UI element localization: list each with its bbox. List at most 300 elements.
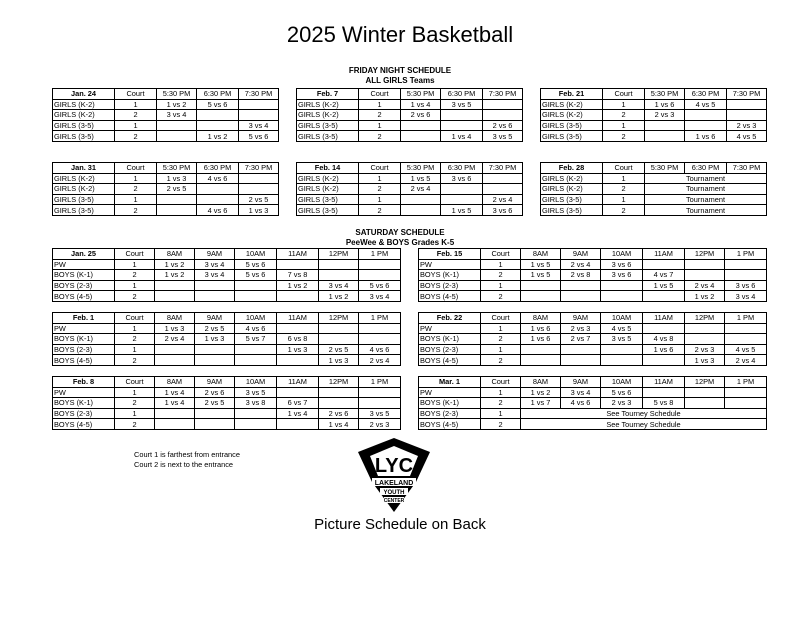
matchup-cell: 3 vs 5 (359, 408, 401, 419)
matchup-cell: 3 vs 5 (441, 99, 483, 110)
matchup-cell (685, 398, 725, 409)
matchup-cell: 1 vs 4 (441, 131, 483, 142)
table-header-row (541, 89, 767, 100)
matchup-cell (685, 387, 725, 398)
matchup-cell (235, 355, 277, 366)
matchup-cell (359, 387, 401, 398)
matchup-cell: 2 vs 7 (561, 334, 601, 345)
matchup-cell: 2 vs 6 (195, 387, 235, 398)
division-cell: GIRLS (K-2) (53, 99, 115, 110)
court-cell: 1 (603, 173, 645, 184)
matchup-cell (441, 110, 483, 121)
matchup-cell (685, 110, 727, 121)
table-header-row (53, 163, 279, 174)
column-header: 8AM (155, 313, 195, 324)
matchup-cell: 5 vs 6 (359, 280, 401, 291)
matchup-cell: 3 vs 6 (483, 205, 523, 216)
table-row (541, 110, 767, 121)
matchup-cell (401, 131, 441, 142)
division-cell: BOYS (4-5) (53, 291, 115, 302)
division-cell: BOYS (4-5) (53, 419, 115, 430)
table-row (53, 419, 401, 430)
matchup-cell: 5 vs 6 (197, 99, 239, 110)
court-cell: 1 (115, 259, 155, 270)
matchup-cell: 2 vs 5 (195, 398, 235, 409)
matchup-cell (319, 270, 359, 281)
division-cell: BOYS (2-3) (53, 280, 115, 291)
column-header: Court (115, 249, 155, 260)
friday-subheading: ALL GIRLS Teams (365, 76, 435, 85)
column-header: 1 PM (725, 377, 767, 388)
table-header-row (419, 377, 767, 388)
matchup-cell (319, 398, 359, 409)
division-cell: GIRLS (3-5) (541, 194, 603, 205)
matchup-cell: 1 vs 6 (645, 99, 685, 110)
matchup-cell (727, 99, 767, 110)
column-header: Court (115, 313, 155, 324)
table-row (53, 291, 401, 302)
feb-14-schedule-table (296, 162, 523, 216)
column-header: 6:30 PM (685, 89, 727, 100)
division-cell: GIRLS (K-2) (297, 184, 359, 195)
matchup-cell: 4 vs 8 (643, 334, 685, 345)
division-cell: BOYS (4-5) (419, 419, 481, 430)
matchup-cell (643, 323, 685, 334)
column-header: 11AM (277, 313, 319, 324)
column-header: Court (115, 163, 157, 174)
column-header: 7:30 PM (239, 89, 279, 100)
column-header: 12PM (319, 313, 359, 324)
court-cell: 1 (359, 99, 401, 110)
table-row (53, 387, 401, 398)
division-cell: GIRLS (K-2) (541, 173, 603, 184)
matchup-cell (521, 344, 561, 355)
matchup-cell (319, 323, 359, 334)
division-cell: BOYS (2-3) (419, 280, 481, 291)
column-header: 1 PM (359, 313, 401, 324)
matchup-cell: 1 vs 6 (521, 323, 561, 334)
matchup-cell: 3 vs 5 (601, 334, 643, 345)
span-note-cell: See Tourney Schedule (521, 408, 767, 419)
division-cell: GIRLS (3-5) (53, 131, 115, 142)
table-header-row (297, 163, 523, 174)
court-cell: 2 (603, 131, 645, 142)
matchup-cell: 3 vs 6 (601, 259, 643, 270)
matchup-cell: 1 vs 6 (643, 344, 685, 355)
column-header: 7:30 PM (727, 89, 767, 100)
court-cell: 1 (481, 280, 521, 291)
table-row (541, 194, 767, 205)
matchup-cell (239, 110, 279, 121)
matchup-cell (155, 344, 195, 355)
division-cell: PW (419, 259, 481, 270)
matchup-cell (195, 291, 235, 302)
matchup-cell: 2 vs 8 (561, 270, 601, 281)
division-cell: BOYS (4-5) (419, 291, 481, 302)
column-header: Court (359, 89, 401, 100)
table-row (419, 259, 767, 270)
court-cell: 1 (481, 344, 521, 355)
feb-7-schedule-table (296, 88, 523, 142)
table-row (53, 323, 401, 334)
column-header: 8AM (155, 377, 195, 388)
matchup-cell: 2 vs 5 (157, 184, 197, 195)
matchup-cell: 4 vs 6 (197, 205, 239, 216)
matchup-cell (239, 184, 279, 195)
matchup-cell: 2 vs 5 (239, 194, 279, 205)
table-row (541, 173, 767, 184)
matchup-cell: 2 vs 6 (401, 110, 441, 121)
matchup-cell: 1 vs 4 (319, 419, 359, 430)
matchup-cell: 1 vs 5 (521, 259, 561, 270)
column-header: 7:30 PM (483, 89, 523, 100)
table-row (541, 205, 767, 216)
matchup-cell: 2 vs 3 (601, 398, 643, 409)
division-cell: GIRLS (3-5) (297, 120, 359, 131)
matchup-cell (483, 110, 523, 121)
matchup-cell: 5 vs 8 (643, 398, 685, 409)
matchup-cell: 1 vs 2 (155, 270, 195, 281)
matchup-cell: 1 vs 2 (521, 387, 561, 398)
column-header: 1 PM (725, 313, 767, 324)
column-header: 9AM (195, 249, 235, 260)
logo-monogram: LYC (374, 455, 414, 477)
jan-24-schedule-table (52, 88, 279, 142)
column-header: Court (481, 313, 521, 324)
court-cell: 2 (481, 419, 521, 430)
court-cell: 2 (115, 131, 157, 142)
court-cell: 1 (603, 120, 645, 131)
matchup-cell: 1 vs 2 (157, 99, 197, 110)
table-row (53, 280, 401, 291)
table-row (53, 270, 401, 281)
jan-31-schedule-table (52, 162, 279, 216)
table-row (419, 408, 767, 419)
matchup-cell: 3 vs 4 (319, 280, 359, 291)
logo-word-1: LAKELAND (374, 480, 414, 487)
week-date: Jan. 24 (53, 89, 115, 100)
matchup-cell (197, 120, 239, 131)
table-header-row (53, 313, 401, 324)
matchup-cell: 3 vs 6 (601, 270, 643, 281)
matchup-cell (195, 280, 235, 291)
division-cell: BOYS (2-3) (53, 344, 115, 355)
matchup-cell: 2 vs 4 (155, 334, 195, 345)
matchup-cell: 6 vs 7 (277, 398, 319, 409)
matchup-cell (521, 291, 561, 302)
matchup-cell: 1 vs 3 (685, 355, 725, 366)
matchup-cell: 2 vs 3 (561, 323, 601, 334)
tournament-cell: Tournament (645, 184, 767, 195)
column-header: 6:30 PM (197, 89, 239, 100)
court-cell: 1 (115, 280, 155, 291)
matchup-cell (155, 419, 195, 430)
matchup-cell: 2 vs 4 (359, 355, 401, 366)
matchup-cell: 1 vs 5 (643, 280, 685, 291)
matchup-cell (239, 99, 279, 110)
court-cell: 2 (603, 205, 645, 216)
matchup-cell: 2 vs 6 (319, 408, 359, 419)
matchup-cell (195, 344, 235, 355)
division-cell: BOYS (K-1) (419, 270, 481, 281)
lakeland-youth-center-logo (352, 432, 436, 516)
court-cell: 2 (481, 398, 521, 409)
court-cell: 2 (115, 334, 155, 345)
court-cell: 2 (115, 205, 157, 216)
court-cell: 2 (481, 270, 521, 281)
court-cell: 2 (603, 110, 645, 121)
matchup-cell: 4 vs 5 (725, 344, 767, 355)
matchup-cell (725, 323, 767, 334)
matchup-cell: 1 vs 4 (155, 398, 195, 409)
division-cell: GIRLS (K-2) (541, 110, 603, 121)
court-cell: 2 (359, 205, 401, 216)
matchup-cell (521, 280, 561, 291)
matchup-cell: 1 vs 6 (685, 131, 727, 142)
matchup-cell: 3 vs 4 (561, 387, 601, 398)
matchup-cell (235, 291, 277, 302)
saturday-subheading: PeeWee & BOYS Grades K-5 (345, 238, 455, 247)
matchup-cell: 3 vs 4 (359, 291, 401, 302)
table-row (541, 99, 767, 110)
matchup-cell (197, 184, 239, 195)
column-header: 5:30 PM (157, 163, 197, 174)
column-header: 7:30 PM (727, 163, 767, 174)
column-header: 8AM (521, 313, 561, 324)
matchup-cell: 7 vs 8 (277, 270, 319, 281)
court-cell: 2 (115, 184, 157, 195)
court-cell: 1 (115, 323, 155, 334)
matchup-cell: 2 vs 4 (561, 259, 601, 270)
matchup-cell (195, 408, 235, 419)
matchup-cell: 1 vs 3 (157, 173, 197, 184)
table-row (53, 131, 279, 142)
matchup-cell: 3 vs 6 (441, 173, 483, 184)
week-date: Feb. 7 (297, 89, 359, 100)
matchup-cell: 1 vs 3 (155, 323, 195, 334)
matchup-cell (727, 110, 767, 121)
division-cell: GIRLS (3-5) (541, 131, 603, 142)
matchup-cell (277, 419, 319, 430)
division-cell: GIRLS (K-2) (297, 99, 359, 110)
matchup-cell (235, 344, 277, 355)
week-date: Feb. 1 (53, 313, 115, 324)
column-header: 11AM (277, 377, 319, 388)
table-header-row (297, 89, 523, 100)
table-header-row (419, 313, 767, 324)
division-cell: GIRLS (K-2) (297, 173, 359, 184)
matchup-cell (155, 408, 195, 419)
court-cell: 1 (115, 344, 155, 355)
table-row (53, 259, 401, 270)
matchup-cell: 1 vs 2 (277, 280, 319, 291)
feb-15-schedule-table (418, 248, 767, 302)
saturday-heading: SATURDAY SCHEDULE (355, 228, 445, 237)
division-cell: GIRLS (3-5) (297, 131, 359, 142)
court-cell: 1 (603, 194, 645, 205)
column-header: 11AM (643, 377, 685, 388)
table-row (53, 398, 401, 409)
matchup-cell: 1 vs 4 (155, 387, 195, 398)
court-cell: 1 (115, 408, 155, 419)
matchup-cell: 1 vs 2 (197, 131, 239, 142)
table-header-row (541, 163, 767, 174)
week-date: Feb. 28 (541, 163, 603, 174)
column-header: Court (603, 89, 645, 100)
column-header: 9AM (561, 313, 601, 324)
matchup-cell: 3 vs 6 (725, 280, 767, 291)
table-row (297, 173, 523, 184)
matchup-cell: 3 vs 5 (483, 131, 523, 142)
matchup-cell: 3 vs 4 (195, 259, 235, 270)
division-cell: BOYS (K-1) (53, 398, 115, 409)
court-cell: 2 (359, 131, 401, 142)
matchup-cell: 3 vs 4 (157, 110, 197, 121)
table-row (419, 344, 767, 355)
matchup-cell: 1 vs 7 (521, 398, 561, 409)
court-cell: 1 (481, 259, 521, 270)
division-cell: PW (53, 259, 115, 270)
division-cell: BOYS (4-5) (419, 355, 481, 366)
column-header: Court (115, 377, 155, 388)
matchup-cell (359, 270, 401, 281)
table-row (541, 120, 767, 131)
matchup-cell (725, 270, 767, 281)
table-row (53, 173, 279, 184)
matchup-cell (483, 99, 523, 110)
court-cell: 2 (481, 355, 521, 366)
table-row (297, 120, 523, 131)
division-cell: PW (419, 387, 481, 398)
matchup-cell: 2 vs 4 (401, 184, 441, 195)
division-cell: GIRLS (K-2) (541, 184, 603, 195)
matchup-cell: 3 vs 4 (725, 291, 767, 302)
matchup-cell (685, 120, 727, 131)
matchup-cell (645, 120, 685, 131)
matchup-cell (685, 259, 725, 270)
column-header: 11AM (277, 249, 319, 260)
division-cell: BOYS (K-1) (419, 398, 481, 409)
column-header: 1 PM (359, 377, 401, 388)
division-cell: GIRLS (3-5) (53, 194, 115, 205)
matchup-cell: 1 vs 3 (239, 205, 279, 216)
court-cell: 1 (115, 387, 155, 398)
column-header: 5:30 PM (645, 163, 685, 174)
table-row (419, 323, 767, 334)
matchup-cell: 3 vs 5 (235, 387, 277, 398)
matchup-cell: 3 vs 4 (195, 270, 235, 281)
jan-25-schedule-table (52, 248, 401, 302)
court-cell: 2 (481, 334, 521, 345)
court-cell: 2 (359, 110, 401, 121)
column-header: 8AM (521, 249, 561, 260)
table-row (419, 387, 767, 398)
matchup-cell: 1 vs 2 (319, 291, 359, 302)
division-cell: GIRLS (K-2) (541, 99, 603, 110)
column-header: 10AM (235, 249, 277, 260)
matchup-cell (277, 291, 319, 302)
page-title: 2025 Winter Basketball (286, 22, 514, 47)
division-cell: GIRLS (K-2) (297, 110, 359, 121)
matchup-cell: 1 vs 5 (401, 173, 441, 184)
logo-word-2: YOUTH (383, 490, 405, 496)
court-cell: 2 (115, 398, 155, 409)
table-row (53, 99, 279, 110)
matchup-cell (359, 259, 401, 270)
column-header: 9AM (195, 377, 235, 388)
division-cell: GIRLS (3-5) (53, 120, 115, 131)
matchup-cell: 5 vs 6 (601, 387, 643, 398)
matchup-cell (401, 120, 441, 131)
span-note-cell: See Tourney Schedule (521, 419, 767, 430)
court-cell: 1 (115, 99, 157, 110)
court-cell: 2 (481, 291, 521, 302)
table-row (53, 334, 401, 345)
table-row (297, 99, 523, 110)
matchup-cell: 2 vs 5 (319, 344, 359, 355)
table-row (297, 110, 523, 121)
feb-28-schedule-table (540, 162, 767, 216)
column-header: 5:30 PM (157, 89, 197, 100)
column-header: Court (603, 163, 645, 174)
matchup-cell: 3 vs 4 (239, 120, 279, 131)
table-row (297, 131, 523, 142)
column-header: Court (359, 163, 401, 174)
column-header: 9AM (561, 249, 601, 260)
division-cell: PW (53, 323, 115, 334)
matchup-cell: 2 vs 5 (195, 323, 235, 334)
matchup-cell (601, 355, 643, 366)
column-header: 5:30 PM (401, 163, 441, 174)
table-row (419, 334, 767, 345)
table-row (53, 194, 279, 205)
column-header: Court (481, 377, 521, 388)
table-row (53, 355, 401, 366)
table-row (53, 408, 401, 419)
column-header: 8AM (521, 377, 561, 388)
matchup-cell: 4 vs 6 (235, 323, 277, 334)
table-row (53, 110, 279, 121)
court-note-2: Court 2 is next to the entrance (134, 460, 234, 469)
court-cell: 1 (359, 194, 401, 205)
week-date: Jan. 25 (53, 249, 115, 260)
column-header: 9AM (561, 377, 601, 388)
matchup-cell: 5 vs 6 (235, 259, 277, 270)
week-date: Jan. 31 (53, 163, 115, 174)
matchup-cell: 1 vs 3 (319, 355, 359, 366)
table-row (53, 184, 279, 195)
division-cell: GIRLS (3-5) (541, 120, 603, 131)
matchup-cell (319, 387, 359, 398)
matchup-cell (155, 355, 195, 366)
matchup-cell (195, 419, 235, 430)
matchup-cell (483, 184, 523, 195)
matchup-cell: 5 vs 6 (235, 270, 277, 281)
column-header: 12PM (685, 313, 725, 324)
matchup-cell (561, 344, 601, 355)
table-row (297, 194, 523, 205)
matchup-cell: 1 vs 5 (441, 205, 483, 216)
matchup-cell: 2 vs 6 (483, 120, 523, 131)
matchup-cell (235, 280, 277, 291)
matchup-cell: 2 vs 3 (359, 419, 401, 430)
matchup-cell (685, 323, 725, 334)
matchup-cell: 4 vs 5 (727, 131, 767, 142)
court-cell: 1 (115, 173, 157, 184)
division-cell: GIRLS (3-5) (297, 194, 359, 205)
matchup-cell (197, 194, 239, 205)
column-header: 6:30 PM (441, 163, 483, 174)
